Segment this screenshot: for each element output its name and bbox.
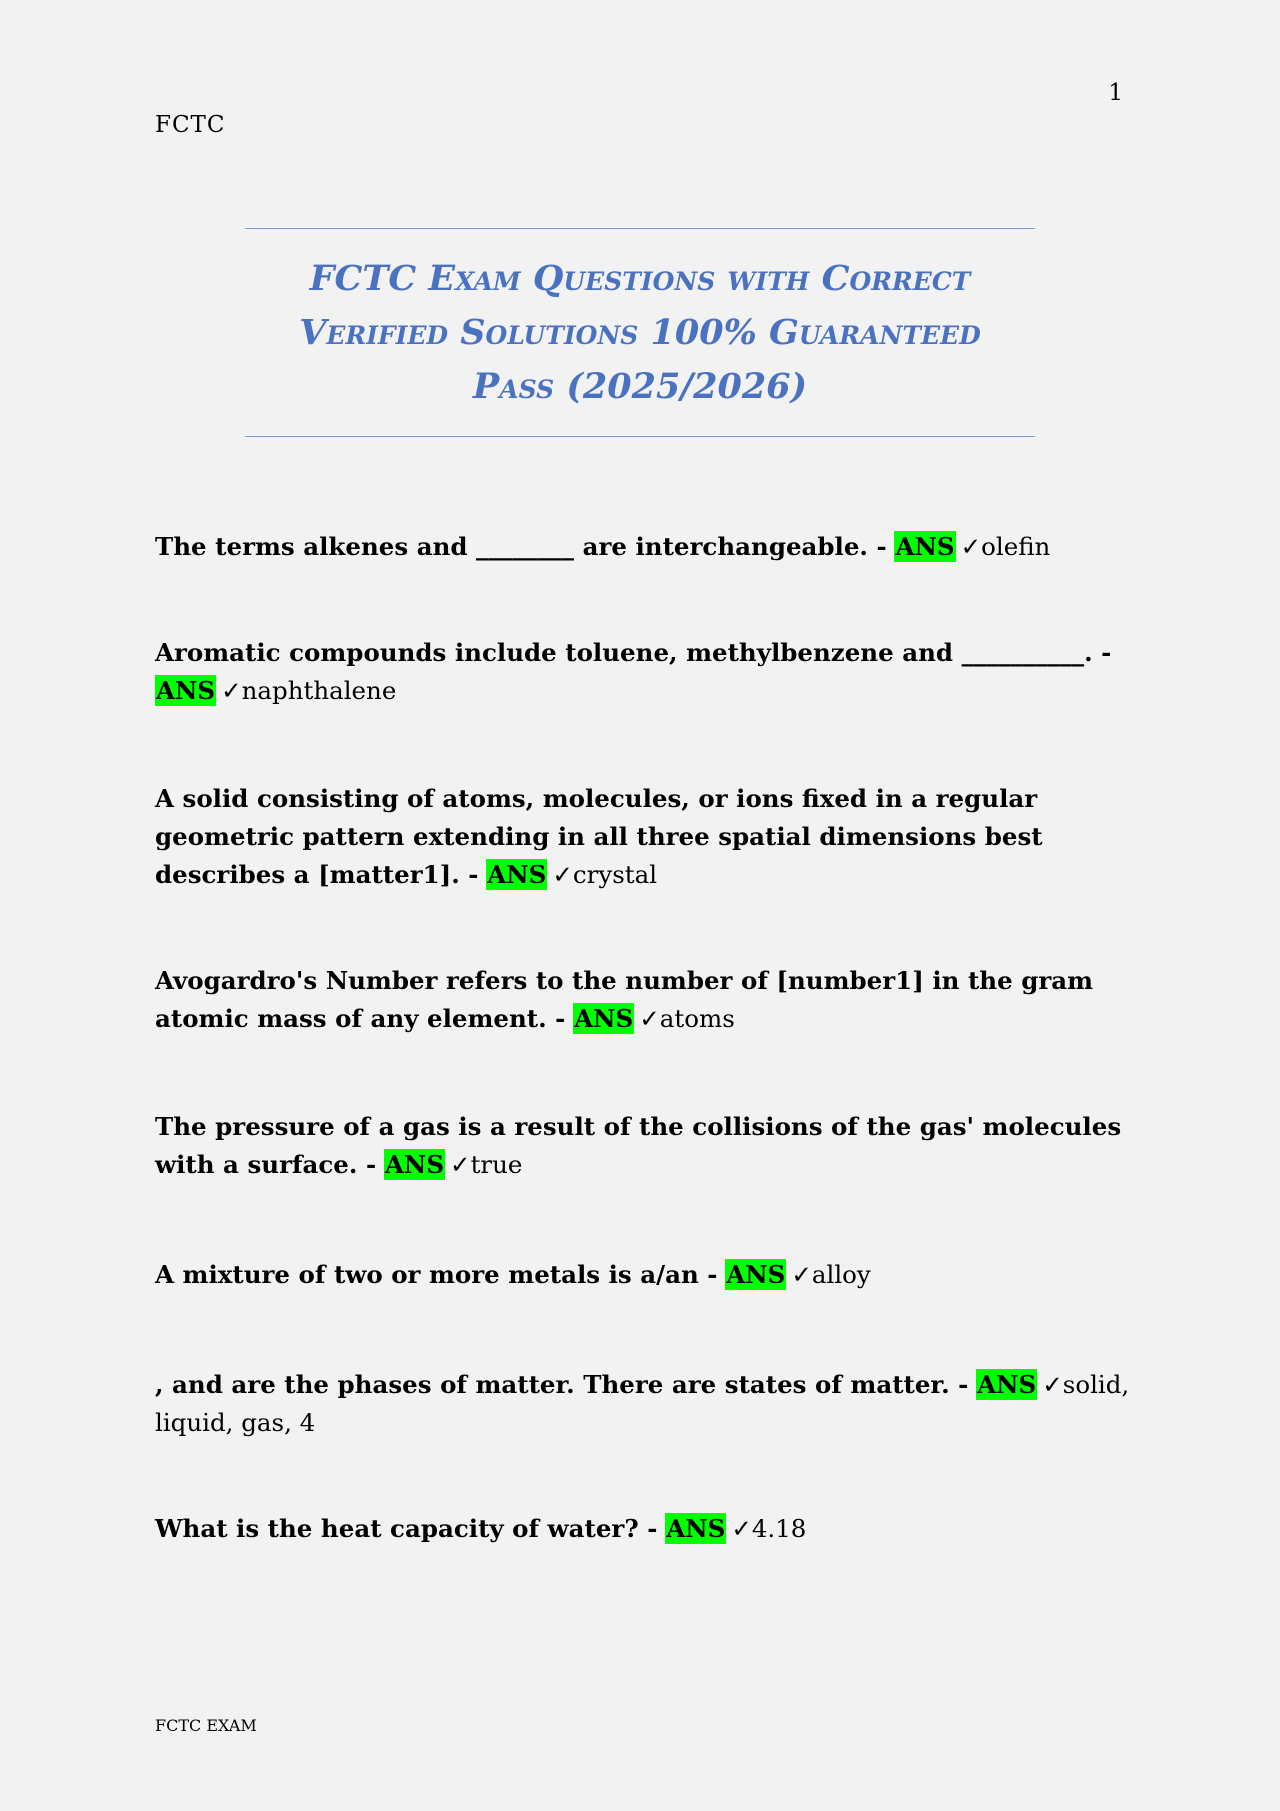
qa-item <box>155 962 1135 1038</box>
answer-text: crystal <box>572 860 658 889</box>
page-footer: FCTC EXAM <box>155 1716 257 1735</box>
ans-badge: ANS <box>977 1370 1037 1399</box>
question-text: Aromatic compounds include toluene, methylbenzene and __________. - <box>155 638 1112 667</box>
ans-badge: ANS <box>895 532 955 561</box>
ans-badge: ANS <box>487 860 547 889</box>
question-text: , and are the phases of matter. There are states of matter. - <box>155 1370 969 1399</box>
question-text: A mixture of two or more metals is a/an - <box>155 1260 718 1289</box>
checkmark-icon: ✓ <box>639 1004 660 1033</box>
page-header: FCTC <box>155 112 226 138</box>
answer-text: 4.18 <box>751 1514 807 1543</box>
checkmark-icon: ✓ <box>791 1260 812 1289</box>
answer-text: solid, liquid, gas, 4 <box>155 1370 1130 1437</box>
document-title: FCTC Exam Questions with Correct Verified Solutions 100% Guaranteed Pass (2025/2026) <box>299 257 981 407</box>
answer-text: naphthalene <box>241 676 397 705</box>
ans-badge: ANS <box>156 676 216 705</box>
answer-text: atoms <box>659 1004 735 1033</box>
ans-badge: ANS <box>574 1004 634 1033</box>
question-text: A solid consisting of atoms, molecules, or ions fixed in a regular geometric pattern extending in all three spatial dimensions best describes a [matter1]. - <box>155 784 1043 889</box>
ans-badge: ANS <box>726 1260 786 1289</box>
checkmark-icon: ✓ <box>552 860 573 889</box>
ans-badge: ANS <box>384 1150 445 1179</box>
qa-item <box>155 780 1135 894</box>
checkmark-icon: ✓ <box>450 1150 471 1179</box>
question-text: Avogardro's Number refers to the number of [number1] in the gram atomic mass of any element. - <box>155 966 1094 1033</box>
answer-text: olefin <box>981 532 1051 561</box>
checkmark-icon: ✓ <box>731 1514 752 1543</box>
title-block <box>245 228 1035 437</box>
checkmark-icon: ✓ <box>960 532 982 561</box>
ans-badge: ANS <box>666 1514 726 1543</box>
page-number: 1 <box>1108 80 1123 106</box>
checkmark-icon: ✓ <box>1042 1370 1063 1399</box>
question-text: The terms alkenes and ________ are interchangeable. - <box>155 532 887 561</box>
qa-item <box>155 1366 1135 1442</box>
question-text: The pressure of a gas is a result of the collisions of the gas' molecules with a surface. - <box>155 1112 1122 1179</box>
qa-item <box>155 634 1135 710</box>
answer-text: alloy <box>811 1260 871 1289</box>
qa-item <box>155 528 1135 566</box>
qa-item <box>155 1510 1135 1548</box>
checkmark-icon: ✓ <box>221 676 242 705</box>
answer-text: true <box>470 1150 523 1179</box>
qa-item <box>155 1108 1135 1184</box>
qa-item <box>155 1256 1135 1294</box>
question-text: What is the heat capacity of water? - <box>155 1514 658 1543</box>
